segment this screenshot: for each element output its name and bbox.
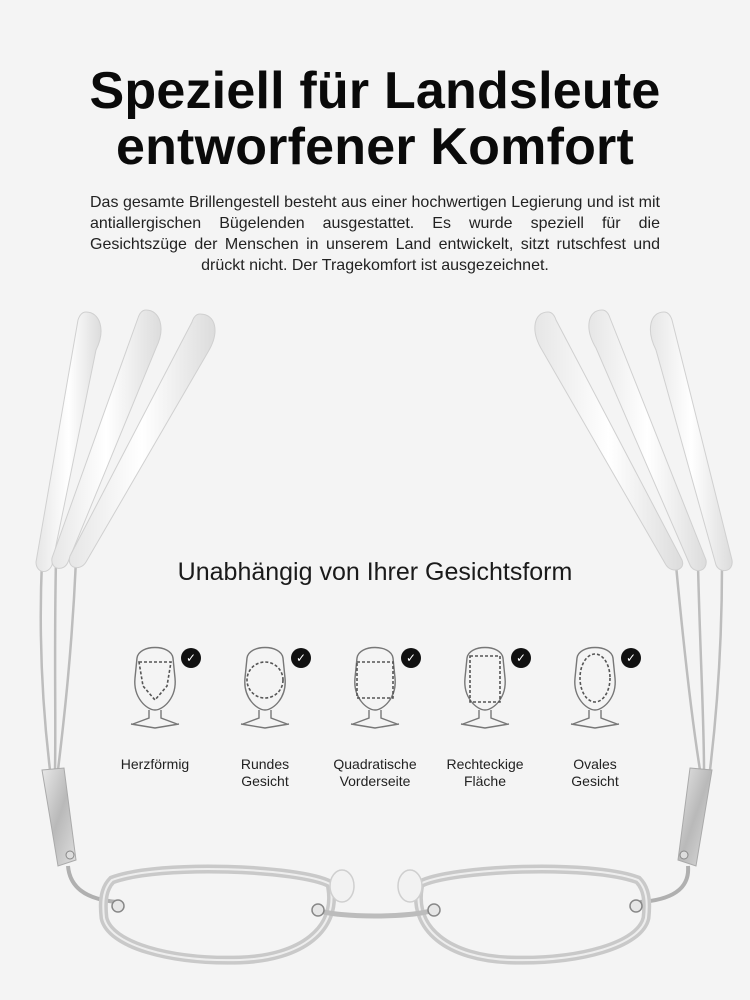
face-oval-icon [553, 638, 637, 730]
face-label [121, 756, 189, 773]
title-line-1: Speziell für Landsleute [89, 61, 661, 120]
product-description: Das gesamte Brillengestell besteht aus einer hochwertigen Legierung und ist mit antiallergischen Bügelenden ausgestattet. Es wurde speziell für die Gesichtszüge der Menschen in unserem Land entwickelt, sitzt rutschfest und drückt nicht. Der Tragekomfort ist ausgezeichnet. [90, 194, 660, 274]
face-shape-round [210, 638, 320, 798]
check-icon: ✓ [291, 648, 311, 668]
face-shapes-heading: Unabhängig von Ihrer Gesichtsform [177, 558, 573, 586]
face-shape-heart [100, 638, 210, 798]
face-label-line-2: Vorderseite [339, 773, 411, 789]
face-label-line-2: Gesicht [241, 773, 289, 789]
face-shape-oval [540, 638, 650, 798]
face-label-line-1: Herzförmig [120, 756, 190, 772]
face-heart-icon [113, 638, 197, 730]
face-label [571, 756, 618, 790]
face-square-icon [333, 638, 417, 730]
check-icon: ✓ [401, 648, 421, 668]
face-label [446, 756, 523, 790]
check-icon: ✓ [181, 648, 201, 668]
page-title [0, 63, 750, 175]
right-temple-tips [535, 310, 732, 571]
face-label-line-1: Rechteckige [446, 756, 524, 772]
face-shape-rectangle [430, 638, 540, 798]
face-label-line-2: Gesicht [571, 773, 619, 789]
face-label [333, 756, 416, 790]
face-label [241, 756, 289, 790]
face-label-line-1: Quadratische [333, 756, 417, 772]
face-label-line-2: Fläche [463, 773, 506, 789]
face-label-line-1: Ovales [573, 756, 617, 772]
face-shape-square [320, 638, 430, 798]
title-line-2: entworfener Komfort [115, 117, 635, 176]
left-temple-tips [36, 310, 215, 571]
check-icon: ✓ [621, 648, 641, 668]
face-label-line-1: Rundes [240, 756, 290, 772]
face-shape-list [100, 638, 650, 798]
nose-pads [330, 870, 422, 902]
right-temples [676, 565, 722, 770]
face-round-icon [223, 638, 307, 730]
check-icon: ✓ [511, 648, 531, 668]
face-rectangle-icon [443, 638, 527, 730]
left-temples [41, 560, 76, 770]
